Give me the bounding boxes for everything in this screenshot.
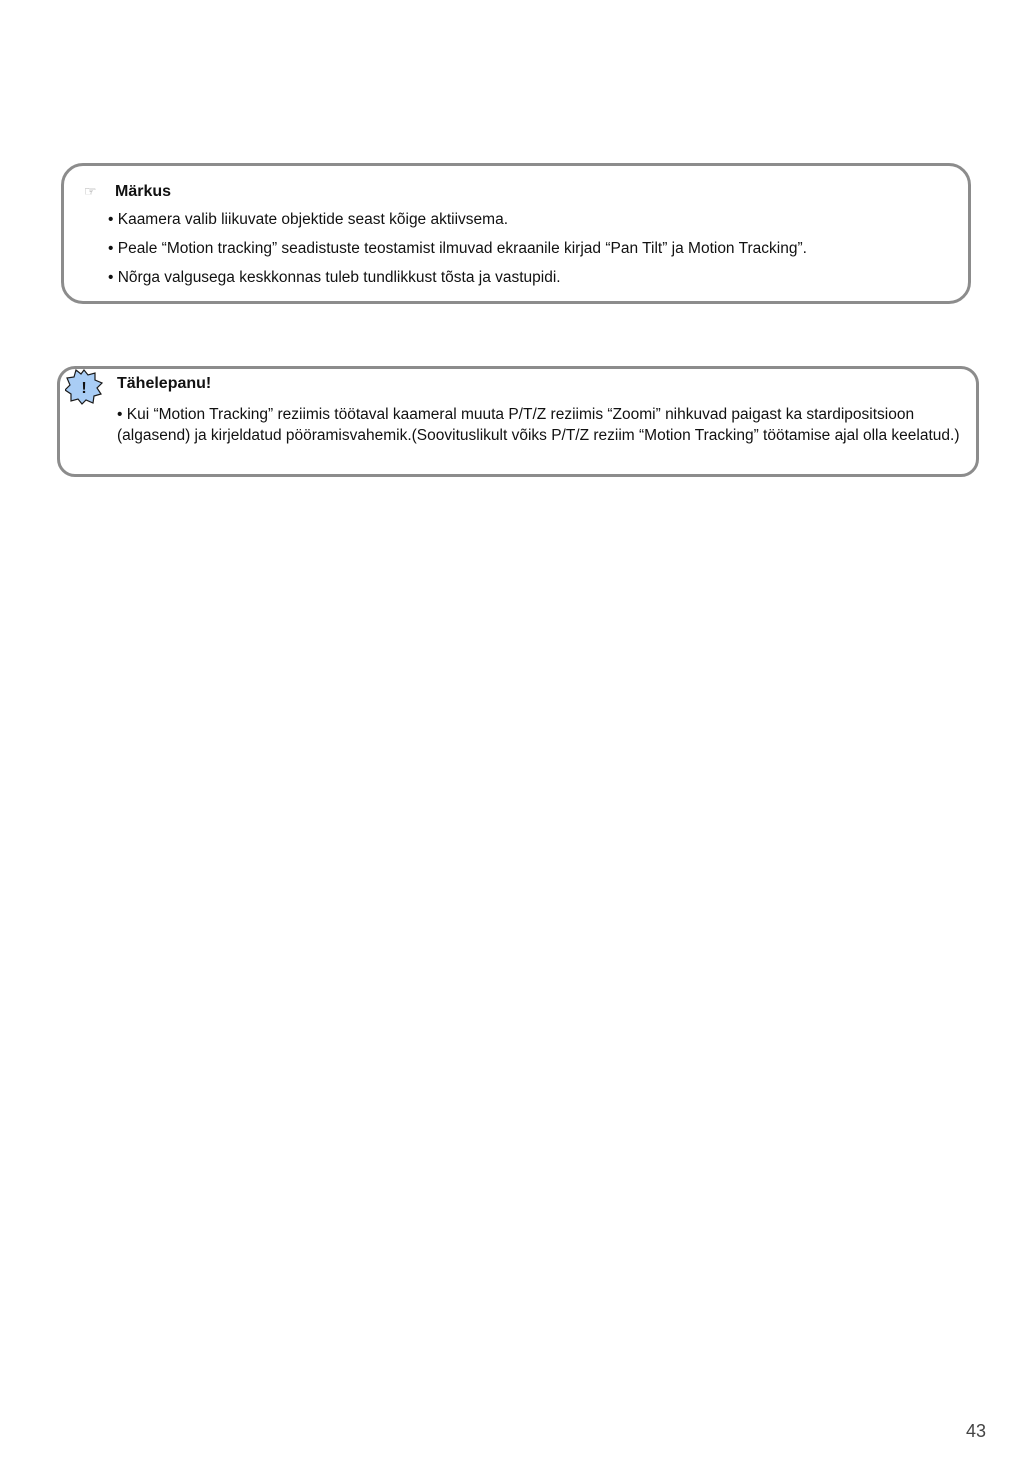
exclamation-glyph: ! [81,380,87,397]
note-box [61,163,971,304]
exclamation-badge-icon [65,369,103,405]
warning-text: • Kui “Motion Tracking” reziimis töötaval kaameral muuta P/T/Z reziimis “Zoomi” nihkuvad paigast ka stardipositsioon (algasend) ja kirjeldatud pööramisvahemik.(Soovituslikult võiks P/T/Z reziim “Motion Tracking” töötamise ajal olla keelatud.) [117,406,960,444]
note-title: Märkus [115,183,172,200]
pointing-hand-icon: ☞ [84,183,97,199]
page-number: 43 [965,1421,986,1441]
warning-box [57,366,979,477]
note-item: • Kaamera valib liikuvate objektide seast kõige aktiivsema. [108,211,509,228]
note-item: • Nõrga valgusega keskkonnas tuleb tundlikkust tõsta ja vastupidi. [108,269,561,286]
warning-title: Tähelepanu! [117,375,212,392]
note-item: • Peale “Motion tracking” seadistuste teostamist ilmuvad ekraanile kirjad “Pan Tilt” ja Motion Tracking”. [108,240,807,257]
note-list [108,210,807,297]
